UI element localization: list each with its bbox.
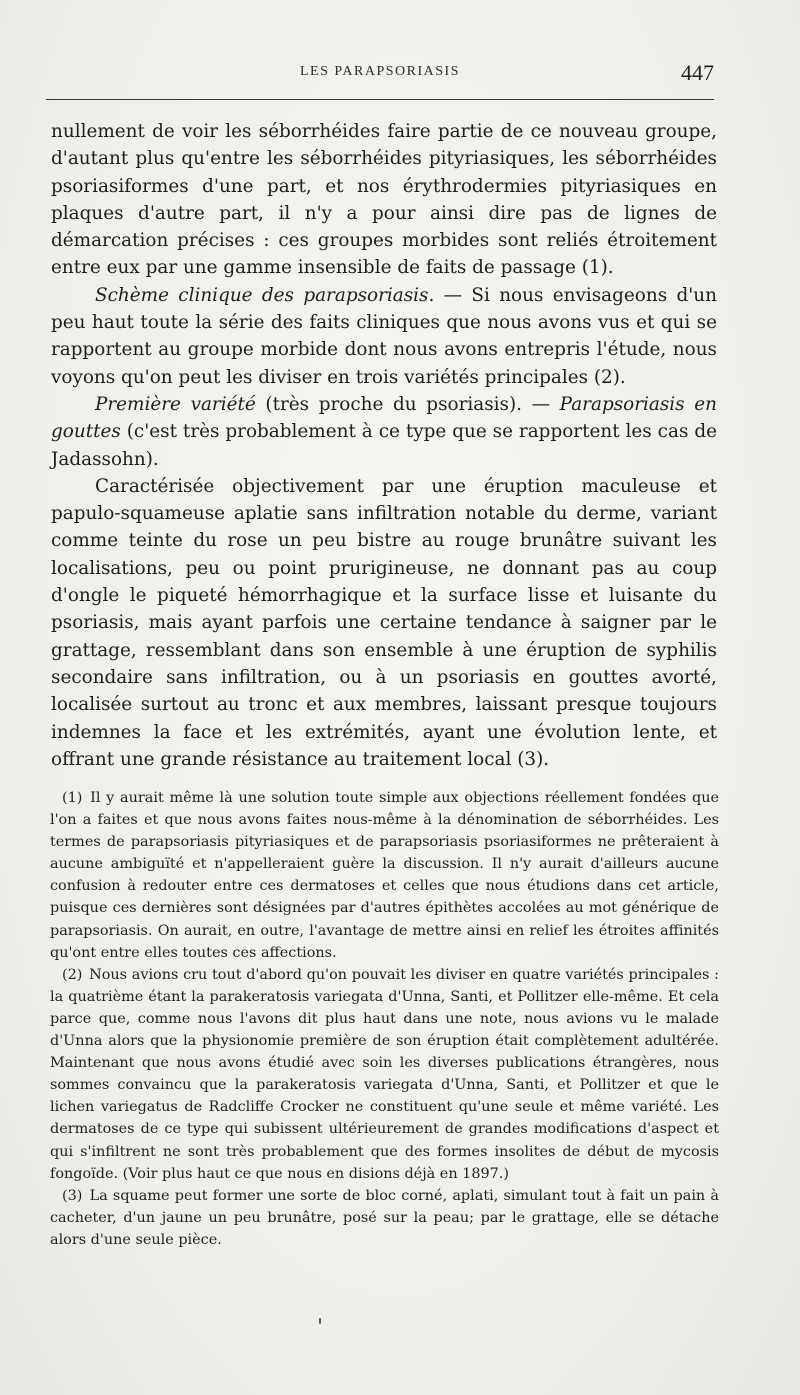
footnote-1 <box>50 787 719 964</box>
header-rule <box>46 99 714 100</box>
footnote-3 <box>50 1185 719 1251</box>
paragraph-clinical-scheme <box>51 282 717 391</box>
footnote-text: Nous avions cru tout d'abord qu'on pouvait les diviser en quatre variétés principales : la quatrième étant la parakeratosis variegata d'Unna, Santi, et Pollitzer elle-même. Et cela parce que, comme nous l'avons dit plus haut dans une note, nous avions vu le malade d'Unna alors que la physionomie première de son éruption était complètement adultérée. Maintenant que nous avons étudié avec soin les diverses publications étrangères, nous sommes convaincu que la parakeratosis variegata d'Unna, Santi, et Pollitzer et que le lichen variegatus de Radcliffe Crocker ne constituent qu'une seule et même variété. Les dermatoses de ce type qui subissent ultérieurement de grandes modifications d'aspect et qui s'infiltrent ne sont très probablement que des formes insolites de début de mycosis fongoïde. (Voir plus haut ce que nous en disions déjà en 1897.) <box>50 966 719 1182</box>
footnote-text: Il y aurait même là une solution toute simple aux objections réellement fondées que l'on a faites et que nous avons faites nous-même à la dénomination de séborrhéides. Les termes de parapsoriasis pityriasiques et de parapsoriasis psoriasiformes ne prêteraient à aucune ambiguïté et n'appelleraient guère la discussion. Il n'y aurait d'ailleurs aucune confusion à redouter entre ces dermatoses et celles que nous étudions dans cet article, puisque ces dernières sont désignées par d'autres épithètes accolées au mot générique de parapsoriasis. On aurait, en outre, l'avantage de mettre ainsi en relief les étroites affinités qu'ont entre elles toutes ces affections. <box>50 790 719 961</box>
section-heading-clinical-scheme: Schème clinique des parapsoriasis. <box>95 284 435 306</box>
footnote-marker: (1) <box>62 790 83 806</box>
running-title: LES PARAPSORIASIS <box>300 64 460 79</box>
footnote-2 <box>50 964 719 1185</box>
paragraph-description: Caractérisée objectivement par une éruption maculeuse et papulo-squameuse aplatie sans infiltration notable du derme, variant comme teinte du rose un peu bistre au rouge brunâtre suivant les localisations, peu ou point prurigineuse, ne donnant pas au coup d'ongle le piqueté hémorrhagique et la surface lisse et luisante du psoriasis, mais ayant parfois une certaine tendance à saigner par le grattage, ressemblant dans son ensemble à une éruption de syphilis secondaire sans infiltration, ou à un psoriasis en gouttes avorté, localisée surtout au tronc et aux membres, laissant presque toujours indemnes la face et les extrémités, ayant une évolution lente, et offrant une grande résistance au traitement local (3). <box>51 475 717 770</box>
section-heading-first-variety: Première variété <box>95 393 256 415</box>
footnote-marker: (2) <box>62 966 83 983</box>
paragraph-text: — Si nous envisageons d'un peu haut toute la série des faits cliniques que nous avons vus et qui se rapportent au groupe morbide dont nous avons entrepris l'étude, nous voyons qu'on peut les diviser en trois variétés principales (2). <box>51 284 717 388</box>
footnote-text: La squame peut former une sorte de bloc corné, aplati, simulant tout à fait un pain à cacheter, d'un jaune un peu brunâtre, posé sur la peau; par le grattage, elle se détache alors d'une seule pièce. <box>50 1187 719 1248</box>
footnotes <box>50 787 719 1251</box>
paragraph-text: (très proche du psoriasis). — <box>255 393 560 415</box>
paragraph-first-variety <box>51 391 717 473</box>
running-head <box>46 60 714 86</box>
paragraph-continuation: nullement de voir les séborrhéides faire partie de ce nouveau groupe, d'autant plus qu'entre les séborrhéides pityriasiques, les séborrhéides psoriasiformes d'une part, et nos érythrodermies pityriasiques en plaques d'autre part, il n'y a pour ainsi dire pas de lignes de démarcation précises : ces groupes morbides sont reliés étroitement entre eux par une gamme insensible de faits de passage (1). <box>51 121 717 279</box>
paragraph-text: (c'est très probablement à ce type que se rapportent les cas de Jadassohn). <box>51 421 717 470</box>
footnote-marker: (3) <box>62 1187 83 1204</box>
ink-speck <box>319 1318 321 1324</box>
page-number: 447 <box>681 60 714 85</box>
section-heading-guttate: Parapsoriasis en gouttes <box>51 393 717 443</box>
main-text <box>51 118 717 773</box>
